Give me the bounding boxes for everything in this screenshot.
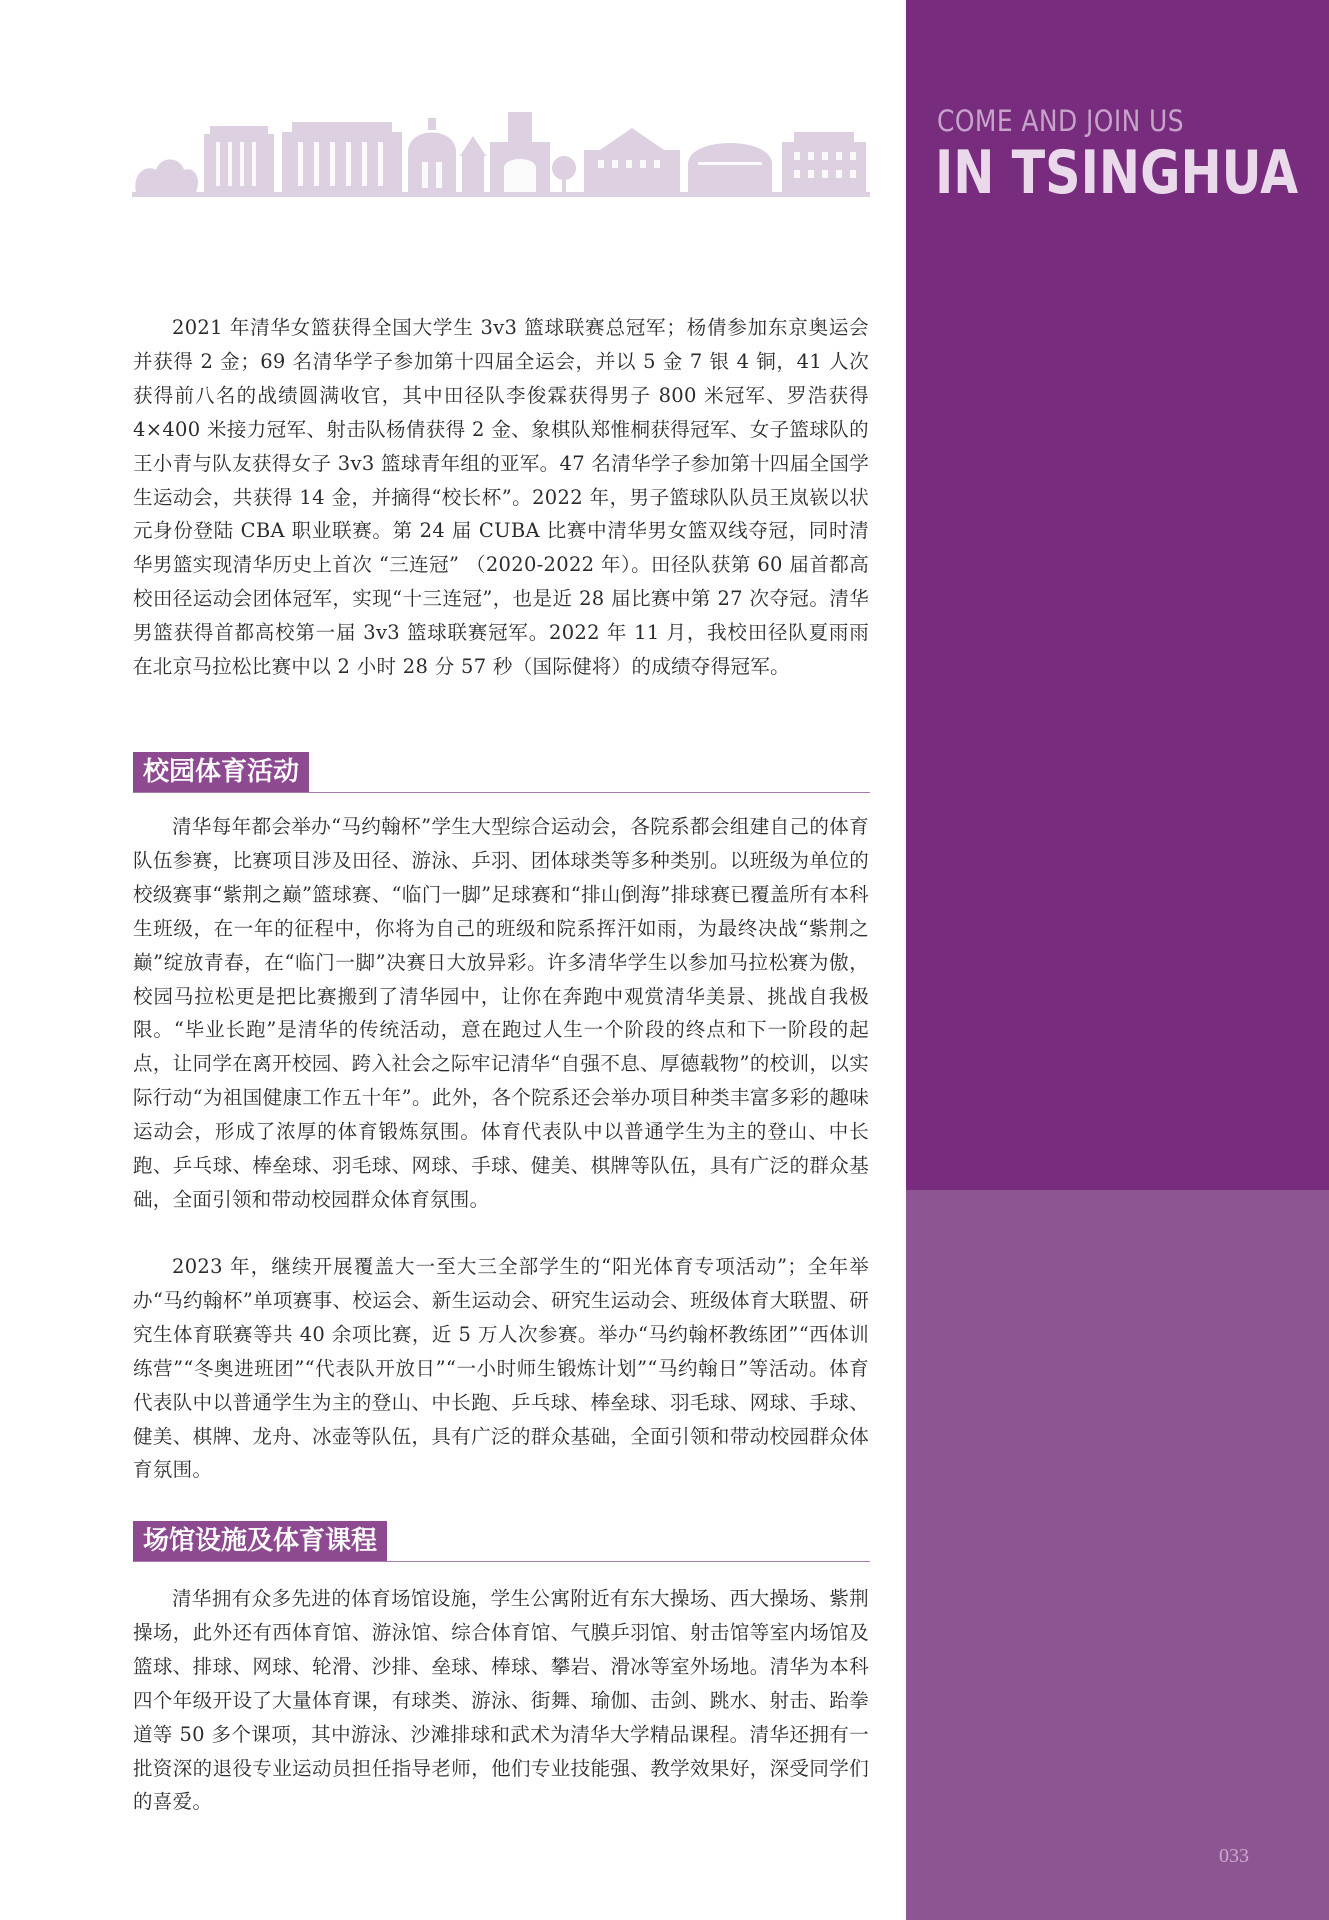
page-number: 033 [1219,1845,1249,1867]
section-title: 校园体育活动 [133,752,309,792]
campus-skyline-illustration [132,112,870,198]
facilities-paragraph: 清华拥有众多先进的体育场馆设施，学生公寓附近有东大操场、西大操场、紫荆操场，此外还有西体育馆、游泳馆、综合体育馆、气膜乒羽馆、射击馆等室内场馆及篮球、排球、网球、轮滑、沙排、垒球、棒球、攀岩、滑冰等室外场地。清华为本科四个年级开设了大量体育课，有球类、游泳、街舞、瑜伽、击剑、跳水、射击、跆拳道等 50 多个课项，其中游泳、沙滩排球和武术为清华大学精品课程。清华还拥有一批资深的退役专业运动员担任指导老师，他们专业技能强、教学效果好，深受同学们的喜爱。 [133,1587,869,1814]
banner-line-1: COME AND JOIN US [937,104,1184,138]
campus-sports-paragraph-1: 清华每年都会举办“马约翰杯”学生大型综合运动会，各院系都会组建自己的体育队伍参赛，比赛项目涉及田径、游泳、乒羽、团体球类等多种类别。以班级为单位的校级赛事“紫荆之巅”篮球赛、“临门一脚”足球赛和“排山倒海”排球赛已覆盖所有本科生班级，在一年的征程中，你将为自己的班级和院系挥汗如雨，为最终决战“紫荆之巅”绽放青春，在“临门一脚”决赛日大放异彩。许多清华学生以参加马拉松赛为傲，校园马拉松更是把比赛搬到了清华园中，让你在奔跑中观赏清华美景、挑战自我极限。“毕业长跑”是清华的传统活动，意在跑过人生一个阶段的终点和下一阶段的起点，让同学在离开校园、跨入社会之际牢记清华“自强不息、厚德载物”的校训，以实际行动“为祖国健康工作五十年”。此外，各个院系还会举办项目种类丰富多彩的趣味运动会，形成了浓厚的体育锻炼氛围。体育代表队中以普通学生为主的登山、中长跑、乒乓球、棒垒球、羽毛球、网球、手球、健美、棋牌等队伍，具有广泛的群众基础，全面引领和带动校园群众体育氛围。 [133,815,869,1211]
intro-paragraph: 2021 年清华女篮获得全国大学生 3v3 篮球联赛总冠军；杨倩参加东京奥运会并获得 2 金；69 名清华学子参加第十四届全运会，并以 5 金 7 银 4 铜，41 人次获得前八名的战绩圆满收官，其中田径队李俊霖获得男子 800 米冠军、罗浩获得 4×400 米接力冠军、射击队杨倩获得 2 金、象棋队郑惟桐获得冠军、女子篮球队的王小青与队友获得女子 3v3 篮球青年组的亚军。47 名清华学子参加第十四届全国学生运动会，共获得 14 金，并摘得“校长杯”。2022 年，男子篮球队队员王岚嵚以状元身份登陆 CBA 职业联赛。第 24 届 CUBA 比赛中清华男女篮双线夺冠，同时清华男篮实现清华历史上首次 “三连冠” （2020-2022 年）。田径队获第 60 届首都高校田径运动会团体冠军，实现“十三连冠”，也是近 28 届比赛中第 27 次夺冠。清华男篮获得首都高校第一届 3v3 篮球联赛冠军。2022 年 11 月，我校田径队夏雨雨在北京马拉松比赛中以 2 小时 28 分 57 秒（国际健将）的成绩夺得冠军。 [133,316,869,679]
section-heading-campus-sports [133,752,870,793]
sidebar-panel-bottom [906,1190,1329,1920]
section-title: 场馆设施及体育课程 [133,1521,387,1561]
section-heading-facilities-courses [133,1521,870,1562]
banner-line-2: IN TSINGHUA [935,138,1299,208]
campus-sports-paragraph-2: 2023 年，继续开展覆盖大一至大三全部学生的“阳光体育专项活动”；全年举办“马约翰杯”单项赛事、校运会、新生运动会、研究生运动会、班级体育大联盟、研究生体育联赛等共 40 余项比赛，近 5 万人次参赛。举办“马约翰杯教练团”“西体训练营”“冬奥进班团”“代表队开放日”“一小时师生锻炼计划”“马约翰日”等活动。体育代表队中以普通学生为主的登山、中长跑、乒乓球、棒垒球、羽毛球、网球、手球、健美、棋牌、龙舟、冰壶等队伍，具有广泛的群众基础，全面引领和带动校园群众体育氛围。 [133,1255,869,1482]
